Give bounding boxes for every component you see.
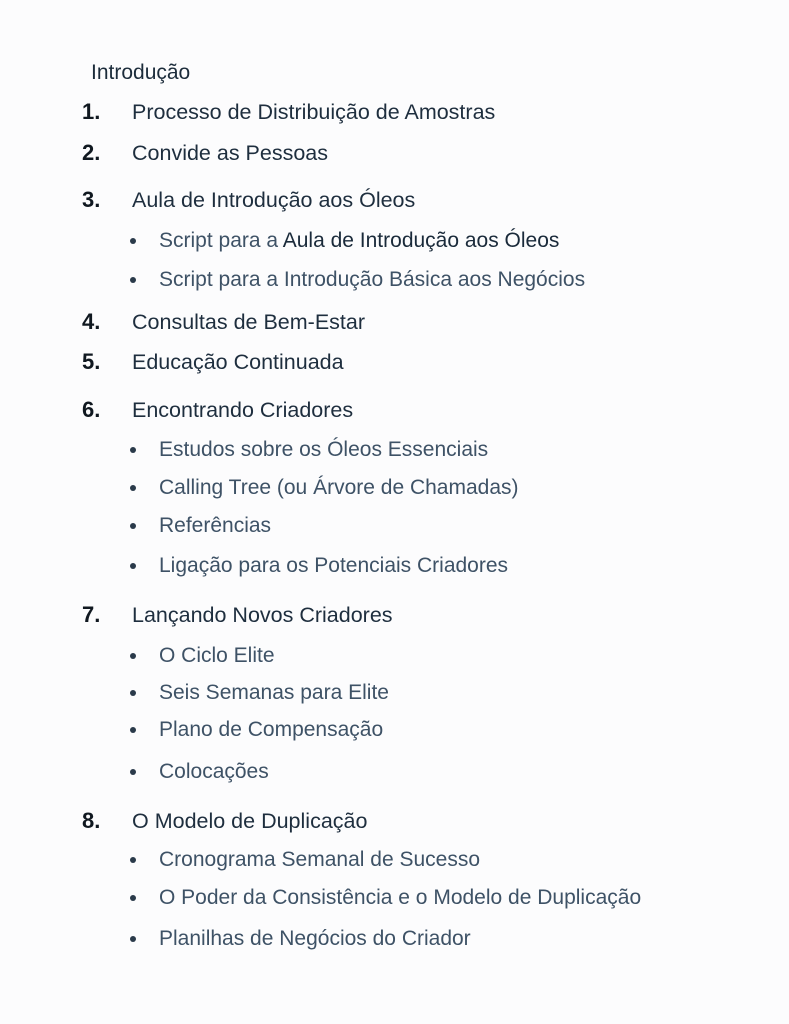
- section-number: 7.: [82, 602, 101, 627]
- section-number: 2.: [82, 140, 101, 165]
- section-title: Encontrando Criadores: [132, 398, 354, 422]
- list-item-text: O Ciclo Elite: [159, 644, 275, 667]
- list-item-text: O Poder da Consistência e o Modelo de Duplicação: [159, 886, 642, 909]
- list-item-text: Planilhas de Negócios do Criador: [159, 927, 471, 950]
- list-item-text: Cronograma Semanal de Sucesso: [159, 848, 481, 871]
- section-title: Aula de Introdução aos Óleos: [132, 188, 416, 212]
- bullet-icon: [130, 936, 136, 942]
- bullet-icon: [130, 485, 136, 491]
- list-item-text: Ligação para os Potenciais Criadores: [159, 554, 509, 577]
- section-title: Convide as Pessoas: [132, 141, 328, 165]
- list-item-text: Seis Semanas para Elite: [159, 681, 389, 704]
- list-item-text: Calling Tree (ou Árvore de Chamadas): [159, 476, 519, 499]
- section-title: Educação Continuada: [132, 350, 344, 374]
- section-number: 4.: [82, 309, 101, 334]
- list-item-text: Script para a Aula de Introdução aos Óleos: [159, 229, 560, 252]
- section-title: Lançando Novos Criadores: [132, 603, 393, 627]
- bullet-icon: [130, 238, 136, 244]
- bullet-icon: [130, 769, 136, 775]
- section-number: 5.: [82, 349, 101, 374]
- list-item-text: Plano de Compensação: [159, 718, 384, 741]
- section-number: 8.: [82, 808, 101, 833]
- section-title: Processo de Distribuição de Amostras: [132, 100, 496, 124]
- bullet-icon: [130, 563, 136, 569]
- list-item-text: Script para a Introdução Básica aos Negócios: [159, 268, 586, 291]
- section-number: 6.: [82, 397, 101, 422]
- list-item-text: Referências: [159, 514, 272, 537]
- bullet-icon: [130, 727, 136, 733]
- list-item-text: Colocações: [159, 760, 269, 783]
- bullet-icon: [130, 523, 136, 529]
- bullet-icon: [130, 857, 136, 863]
- section-number: 3.: [82, 187, 101, 212]
- bullet-icon: [130, 690, 136, 696]
- bullet-icon: [130, 653, 136, 659]
- section-title: Consultas de Bem-Estar: [132, 310, 366, 334]
- section-number: 1.: [82, 99, 101, 124]
- section-title: O Modelo de Duplicação: [132, 809, 368, 833]
- bullet-icon: [130, 447, 136, 453]
- list-item-text: Estudos sobre os Óleos Essenciais: [159, 438, 489, 461]
- bullet-icon: [130, 277, 136, 283]
- intro-heading: Introdução: [91, 61, 191, 84]
- bullet-icon: [130, 895, 136, 901]
